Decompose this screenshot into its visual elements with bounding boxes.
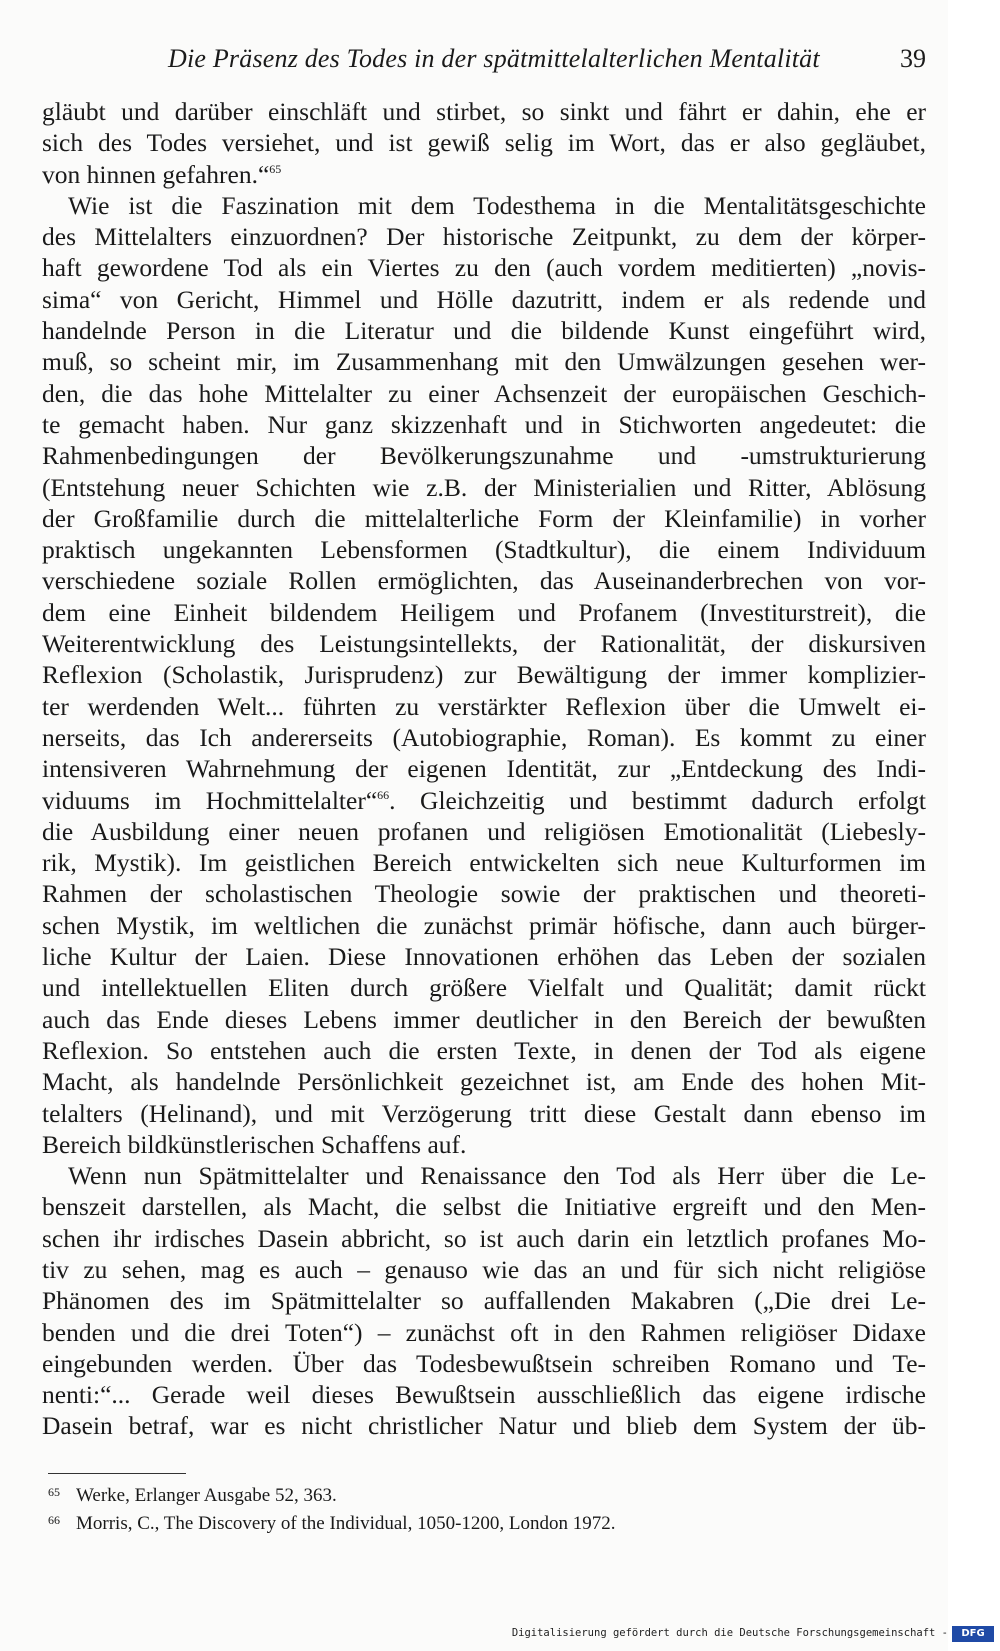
text-line-content: muß, so scheint mir, im Zusammenhang mit den Umwälzungen gesehen wer- (42, 347, 926, 377)
text-line (42, 190, 926, 221)
text-line-content: sima“ von Gericht, Himmel und Hölle dazutritt, indem er als redende und (42, 284, 926, 314)
text-line-content: eingebunden werden. Über das Todesbewußtsein schreiben Romano und Te- (42, 1348, 926, 1378)
text-line-content: des Mittelalters einzuordnen? Der historische Zeitpunkt, zu dem der körper- (42, 222, 926, 252)
text-line-content: Wenn nun Spätmittelalter und Renaissance den Tod als Herr über die Le- (68, 1161, 926, 1191)
text-line (42, 1191, 926, 1222)
text-line-content: Phänomen des im Spätmittelalter so auffallenden Makabren („Die drei Le- (42, 1286, 926, 1316)
text-line (42, 1285, 926, 1316)
text-line-content: dem eine Einheit bildendem Heiligem und Profanem (Investiturstreit), die (42, 597, 926, 627)
text-line (42, 816, 926, 847)
text-line (42, 691, 926, 722)
text-line-continuation: . Gleichzeitig und bestimmt dadurch erfolgt (389, 785, 926, 815)
text-line-content: Reflexion. So entstehen auch die ersten Texte, in denen der Tod als eigene (42, 1035, 926, 1065)
text-line-content: viduums im Hochmittelalter“ (42, 785, 378, 815)
footnote-reference: 65 (269, 161, 282, 176)
text-line-content: Dasein betraf, war es nicht christlicher Natur und blieb dem System der üb- (42, 1411, 926, 1441)
text-line (42, 628, 926, 659)
text-line-content: praktisch ungekannten Lebensformen (Stadtkultur), die einem Individuum (42, 535, 926, 565)
text-line-content: von hinnen gefahren.“ (42, 159, 270, 189)
text-line-content: und intellektuellen Eliten durch größere Vielfalt und Qualität; damit rückt (42, 973, 926, 1003)
footnote-text: Morris, C., The Discovery of the Individual, 1050-1200, London 1972. (76, 1513, 616, 1534)
text-line (42, 127, 926, 158)
text-line-content: benszeit darstellen, als Macht, die selbst die Initiative ergreift und den Men- (42, 1192, 926, 1222)
text-line (42, 1410, 926, 1441)
text-line (42, 534, 926, 565)
text-line-content: Wie ist die Faszination mit dem Todesthema in die Mentalitätsgeschichte (68, 190, 926, 220)
text-line (42, 972, 926, 1003)
text-line-content: liche Kultur der Laien. Diese Innovationen erhöhen das Leben der sozialen (42, 942, 926, 972)
footnote-text: Werke, Erlanger Ausgabe 52, 363. (76, 1485, 337, 1506)
footnote-mark: 65 (48, 1485, 60, 1499)
footnote-reference: 66 (377, 787, 390, 802)
text-line-content: benden und die drei Toten“) – zunächst oft in den Rahmen religiöser Didaxe (42, 1317, 926, 1347)
text-line-content: schen Mystik, im weltlichen die zunächst primär höfische, dann auch bürger- (42, 910, 926, 940)
text-line (42, 1317, 926, 1348)
text-line (42, 1098, 926, 1129)
text-line (42, 565, 926, 596)
text-line-content: tiv zu sehen, mag es auch – genauso wie das an und für sich nicht religiöse (42, 1254, 926, 1284)
text-line (42, 753, 926, 784)
text-line (42, 1160, 926, 1191)
text-line (42, 1348, 926, 1379)
text-line-content: te gemacht haben. Nur ganz skizzenhaft und in Stichworten angedeutet: die (42, 409, 926, 439)
text-line (42, 503, 926, 534)
text-line-content: gläubt und darüber einschläft und stirbet, so sinkt und fährt er dahin, ehe er (42, 97, 926, 126)
text-line (42, 941, 926, 972)
text-line (42, 847, 926, 878)
text-line (42, 284, 926, 315)
text-line (42, 409, 926, 440)
text-line-content: Macht, als handelnde Persönlichkeit gezeichnet ist, am Ende des hohen Mit- (42, 1067, 926, 1097)
text-line (42, 910, 926, 941)
running-title: Die Präsenz des Todes in der spätmittelalterlichen Mentalität (168, 44, 820, 73)
text-line-content: handelnde Person in die Literatur und die bildende Kunst eingeführt wird, (42, 316, 926, 346)
page-number: 39 (900, 44, 926, 73)
text-line-content: die Ausbildung einer neuen profanen und religiösen Emotionalität (Liebesly- (42, 816, 926, 846)
text-line-content: telalters (Helinand), und mit Verzögerung tritt diese Gestalt dann ebenso im (42, 1098, 926, 1128)
text-line (42, 221, 926, 252)
footnote-mark: 66 (48, 1513, 60, 1527)
text-line-content: (Entstehung neuer Schichten wie z.B. der Ministerialien und Ritter, Ablösung (42, 472, 926, 502)
text-line (42, 315, 926, 346)
text-line-content: Rahmenbedingungen der Bevölkerungszunahme und -umstrukturierung (42, 441, 926, 471)
text-line-content: den, die das hohe Mittelalter zu einer Achsenzeit der europäischen Geschich- (42, 378, 926, 408)
text-line (42, 378, 926, 409)
text-line-content: Reflexion (Scholastik, Jurisprudenz) zur Bewältigung der immer komplizier- (42, 660, 926, 690)
text-line (42, 597, 926, 628)
text-line-content: rik, Mystik). Im geistlichen Bereich entwickelten sich neue Kulturformen im (42, 848, 926, 878)
text-line (42, 346, 926, 377)
footnotes (48, 1480, 918, 1536)
page-header (42, 44, 926, 80)
footnote (48, 1508, 918, 1536)
digitization-credit: Digitalisierung gefördert durch die Deutsche Forschungsgemeinschaft - (511, 1627, 948, 1639)
text-line (42, 1129, 926, 1160)
footnote (48, 1480, 918, 1508)
footnote-separator (48, 1473, 186, 1474)
text-line-content: haft gewordene Tod als ein Viertes zu den (auch vordem meditierten) „novis- (42, 253, 926, 283)
text-line (42, 1035, 926, 1066)
text-line-content: Weiterentwicklung des Leistungsintellekts, der Rationalität, der diskursiven (42, 629, 926, 659)
text-line-content: schen ihr irdisches Dasein abbricht, so ist auch darin ein letztlich profanes Mo- (42, 1223, 926, 1253)
text-line-content: sich des Todes versiehet, und ist gewiß selig im Wort, das er also gegläubet, (42, 128, 926, 158)
body-text (42, 96, 926, 1442)
text-line (42, 440, 926, 471)
text-line (42, 159, 926, 190)
text-line-content: nerseits, das Ich andererseits (Autobiographie, Roman). Es kommt zu einer (42, 722, 926, 752)
dfg-logo-icon: DFG (952, 1626, 994, 1642)
text-line (42, 1223, 926, 1254)
text-line-content: ter werdenden Welt... führten zu verstärkter Reflexion über die Umwelt ei- (42, 691, 926, 721)
text-line-content: Rahmen der scholastischen Theologie sowie der praktischen und theoreti- (42, 879, 926, 909)
text-line (42, 785, 926, 816)
text-line-content: Bereich bildkünstlerischen Schaffens auf. (42, 1129, 467, 1159)
text-line (42, 1254, 926, 1285)
text-line (42, 472, 926, 503)
text-line (42, 1004, 926, 1035)
text-line-content: verschiedene soziale Rollen ermöglichten, das Auseinanderbrechen von vor- (42, 566, 926, 596)
text-line (42, 1066, 926, 1097)
text-line-content: auch das Ende dieses Lebens immer deutlicher in den Bereich der bewußten (42, 1004, 926, 1034)
text-line (42, 96, 926, 127)
text-line-content: nenti:“... Gerade weil dieses Bewußtsein ausschließlich das eigene irdische (42, 1380, 926, 1410)
text-line (42, 878, 926, 909)
text-line (42, 722, 926, 753)
text-line-content: intensiveren Wahrnehmung der eigenen Identität, zur „Entdeckung des Indi- (42, 754, 926, 784)
text-line (42, 252, 926, 283)
text-line-content: der Großfamilie durch die mittelalterliche Form der Kleinfamilie) in vorher (42, 503, 926, 533)
text-line (42, 659, 926, 690)
text-line (42, 1379, 926, 1410)
